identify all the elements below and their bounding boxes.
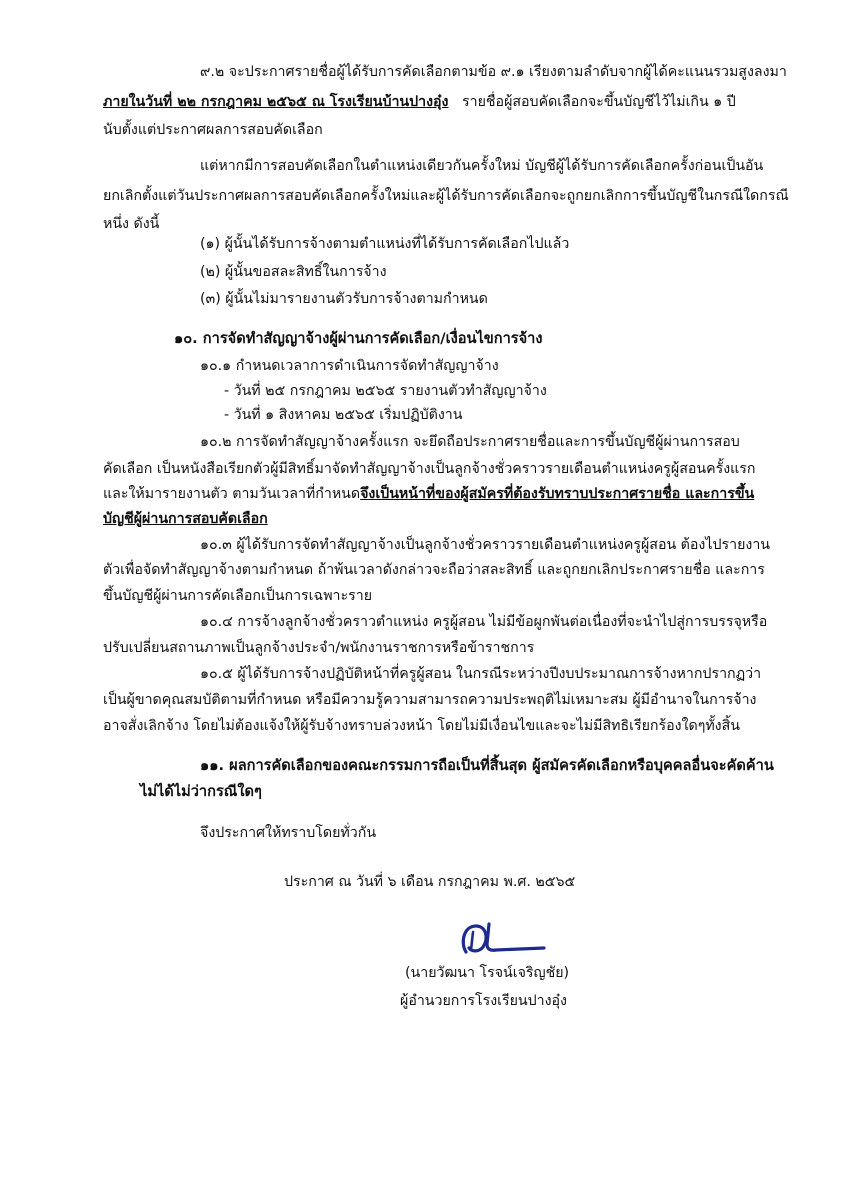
s9-2-line3: นับตั้งแต่ประกาศผลการสอบคัดเลือก bbox=[103, 122, 323, 138]
s10-2-line3-normal: และให้มารายงานตัว ตามวันเวลาที่กำหนด bbox=[103, 486, 361, 502]
closing-announcement: จึงประกาศให้ทราบโดยทั่วกัน bbox=[200, 825, 377, 841]
s9-2-deadline: ภายในวันที่ ๒๒ กรกฎาคม ๒๕๖๕ ณ โรงเรียนบ้านปางอุ๋ง bbox=[103, 94, 449, 110]
s10-4-line2: ปรับเปลี่ยนสถานภาพเป็นลูกจ้างประจำ/พนักงานราชการหรือข้าราชการ bbox=[103, 640, 535, 656]
s10-5-line3: อาจสั่งเลิกจ้าง โดยไม่ต้องแจ้งให้ผู้รับจ้างทราบล่วงหน้า โดยไม่มีเงื่อนไขและจะไม่มีสิทธิเรียกร้องใดๆทั้งสิ้น bbox=[103, 718, 740, 734]
s10-1-b: - วันที่ ๑ สิงหาคม ๒๕๖๕ เริ่มปฏิบัติงาน bbox=[224, 407, 463, 423]
signer-name: (นายวัฒนา โรจน์เจริญชัย) bbox=[405, 965, 570, 981]
s10-heading: ๑๐. การจัดทำสัญญาจ้างผู้ผ่านการคัดเลือก/เงื่อนไขการจ้าง bbox=[174, 330, 543, 347]
cancel-line2: ยกเลิกตั้งแต่วันประกาศผลการสอบคัดเลือกครั้งใหม่และผู้ได้รับการคัดเลือกจะถูกยกเลิกการขึ้นบัญชีในกรณีใดกรณี bbox=[103, 188, 789, 204]
signer-position: ผู้อำนวยการโรงเรียนปางอุ๋ง bbox=[400, 993, 567, 1009]
signature-mark bbox=[456, 920, 552, 960]
cancel-item-1: (๑) ผู้นั้นได้รับการจ้างตามตำแหน่งที่ได้รับการคัดเลือกไปแล้ว bbox=[200, 236, 570, 252]
cancel-item-3: (๓) ผู้นั้นไม่มารายงานตัวรับการจ้างตามกำหนด bbox=[200, 291, 488, 307]
signature bbox=[456, 920, 552, 964]
s10-4-line1: ๑๐.๔ การจ้างลูกจ้างชั่วคราวตำแหน่ง ครูผู้สอน ไม่มีข้อผูกพันต่อเนื่องที่จะนำไปสู่การบรรจุหรือ bbox=[200, 614, 768, 630]
cancel-line3: หนึ่ง ดังนี้ bbox=[103, 216, 160, 232]
cancel-line1: แต่หากมีการสอบคัดเลือกในตำแหน่งเดียวกันครั้งใหม่ บัญชีผู้ได้รับการคัดเลือกครั้งก่อนเป็นอัน bbox=[200, 158, 764, 174]
s9-2-list-validity: รายชื่อผู้สอบคัดเลือกจะขึ้นบัญชีไว้ไม่เกิน ๑ ปี bbox=[462, 94, 736, 110]
s9-2-line2 bbox=[103, 92, 736, 112]
s10-5-line2: เป็นผู้ขาดคุณสมบัติตามที่กำหนด หรือมีความรู้ความสามารถความประพฤติไม่เหมาะสม ผู้มีอำนาจในการจ้าง bbox=[103, 692, 757, 708]
s10-3-line1: ๑๐.๓ ผู้ได้รับการจัดทำสัญญาจ้างเป็นลูกจ้างชั่วคราวรายเดือนตำแหน่งครูผู้สอน ต้องไปรายงาน bbox=[200, 537, 770, 553]
s10-1-a: - วันที่ ๒๕ กรกฎาคม ๒๕๖๕ รายงานตัวทำสัญญาจ้าง bbox=[224, 383, 547, 399]
s10-2-line4: บัญชีผู้ผ่านการสอบคัดเลือก bbox=[103, 511, 268, 527]
s10-3-line2: ตัวเพื่อจัดทำสัญญาจ้างตามกำหนด ถ้าพ้นเวลาดังกล่าวจะถือว่าสละสิทธิ์ และถูกยกเลิกประกาศรายชื่อ และการ bbox=[103, 562, 765, 578]
s10-2-line1: ๑๐.๒ การจัดทำสัญญาจ้างครั้งแรก จะยึดถือประกาศรายชื่อและการขึ้นบัญชีผู้ผ่านการสอบ bbox=[200, 434, 740, 450]
s10-3-line3: ขึ้นบัญชีผู้ผ่านการคัดเลือกเป็นการเฉพาะราย bbox=[103, 588, 373, 604]
s11-line2: ไม่ได้ไม่ว่ากรณีใดๆ bbox=[140, 783, 262, 800]
s10-1: ๑๐.๑ กำหนดเวลาการดำเนินการจัดทำสัญญาจ้าง bbox=[200, 358, 499, 374]
announce-date: ประกาศ ณ วันที่ ๖ เดือน กรกฎาคม พ.ศ. ๒๕๖๕ bbox=[284, 874, 576, 890]
s10-2-line3 bbox=[103, 484, 754, 504]
s10-5-line1: ๑๐.๕ ผู้ได้รับการจ้างปฏิบัติหน้าที่ครูผู้สอน ในกรณีระหว่างปีงบประมาณการจ้างหากปรากฏว่า bbox=[200, 666, 762, 682]
s10-2-line2: คัดเลือก เป็นหนังสือเรียกตัวผู้มีสิทธิ์มาจัดทำสัญญาจ้างเป็นลูกจ้างชั่วคราวรายเดือนตำแหน่งครูผู้สอนครั้งแรก bbox=[103, 461, 756, 477]
cancel-item-2: (๒) ผู้นั้นขอสละสิทธิ์ในการจ้าง bbox=[200, 264, 387, 280]
s11-line1: ๑๑. ผลการคัดเลือกของคณะกรรมการถือเป็นที่สิ้นสุด ผู้สมัครคัดเลือกหรือบุคคลอื่นจะคัดค้าน bbox=[200, 757, 774, 774]
s10-2-duty-notice: จึงเป็นหน้าที่ของผู้สมัครที่ต้องรับทราบประกาศรายชื่อ และการขึ้น bbox=[360, 486, 755, 502]
s9-2-line1: ๙.๒ จะประกาศรายชื่อผู้ได้รับการคัดเลือกตามข้อ ๙.๑ เรียงตามลำดับจากผู้ได้คะแนนรวมสูงลงมา bbox=[200, 64, 787, 80]
